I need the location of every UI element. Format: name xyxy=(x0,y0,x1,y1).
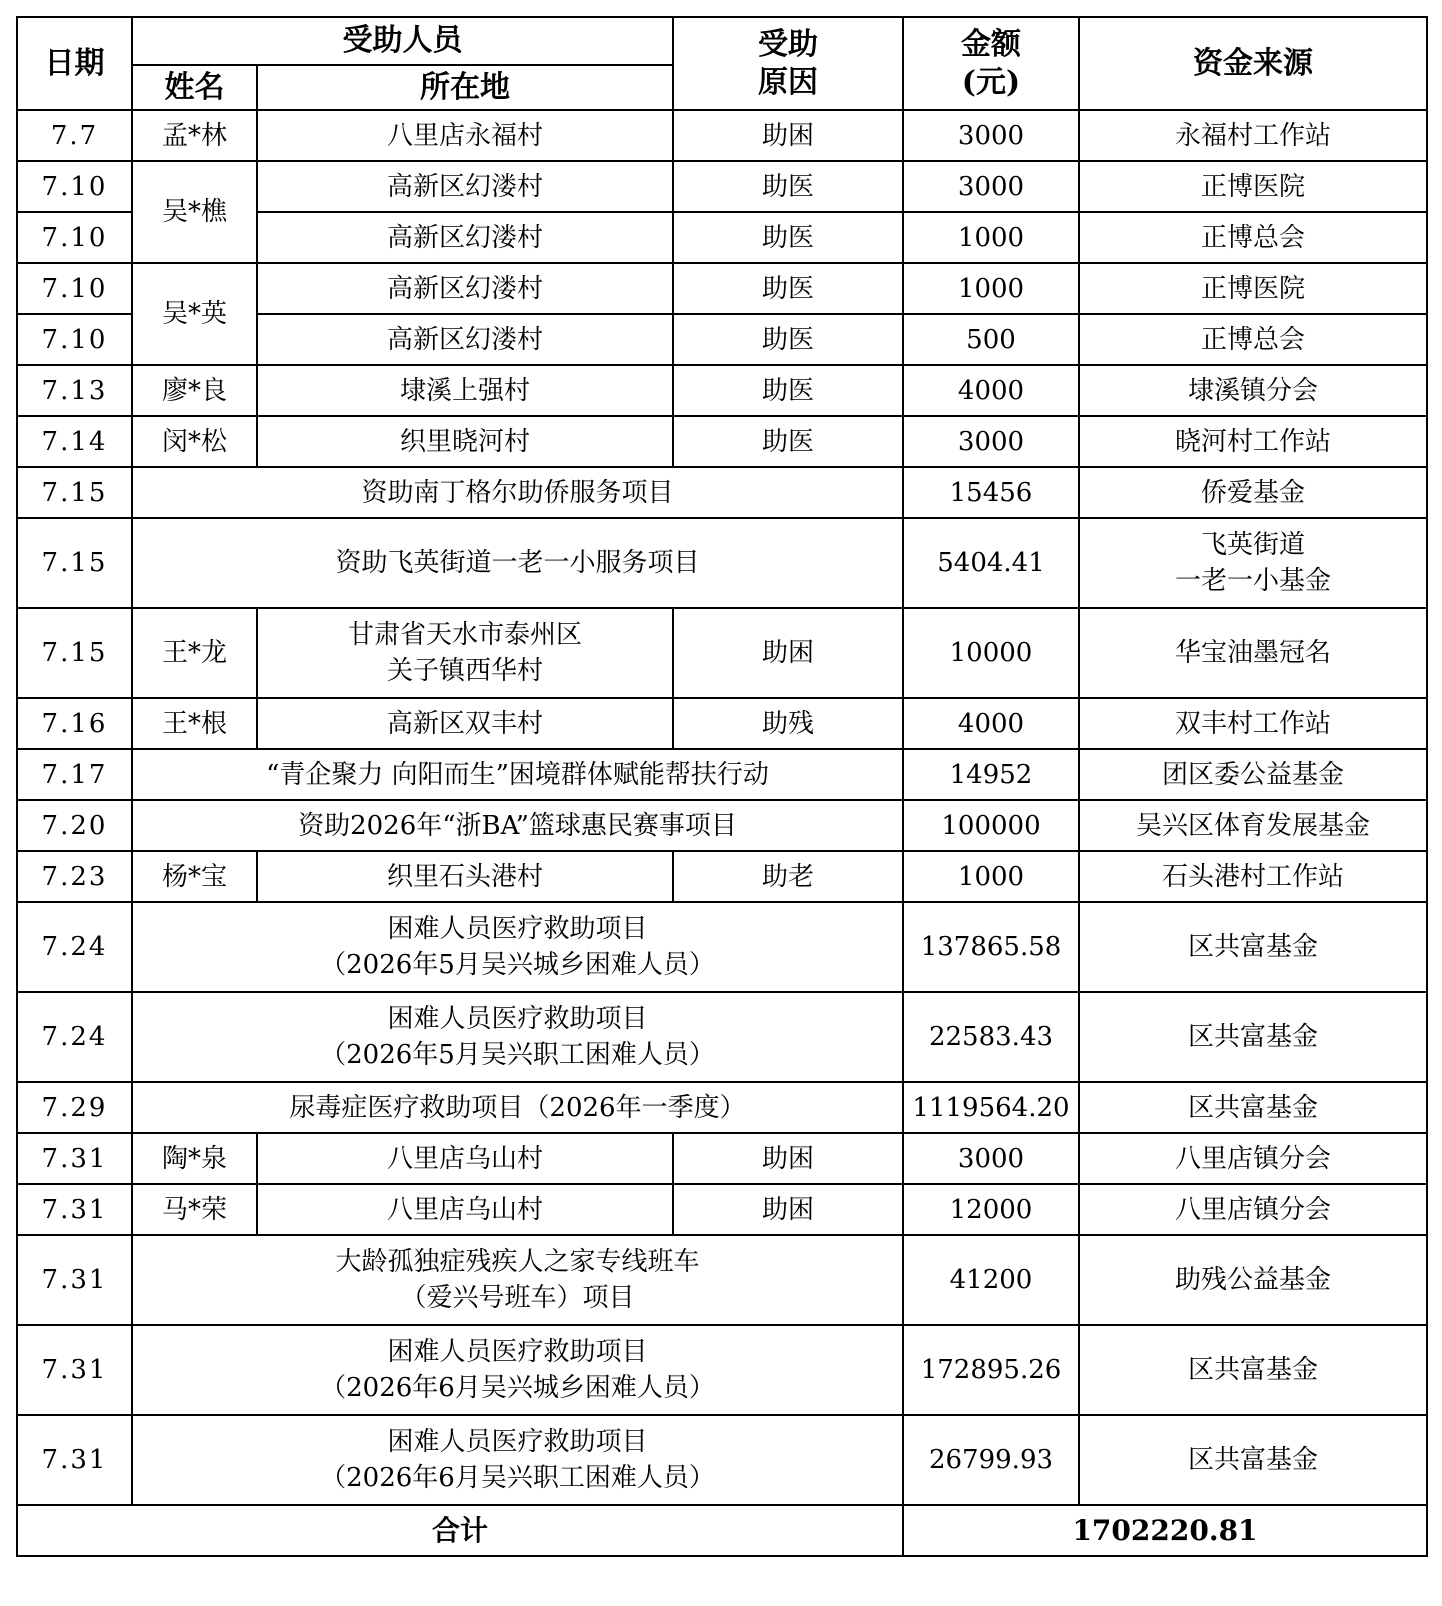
source-cell xyxy=(1079,365,1427,416)
total-label: 合计 xyxy=(17,1505,903,1556)
source-line: 正博医院 xyxy=(1200,273,1305,304)
name-cell: 闵*松 xyxy=(132,416,257,467)
project-line: 资助2026年“浙BA”篮球惠民赛事项目 xyxy=(298,810,737,841)
total-row xyxy=(17,1505,1427,1556)
location-cell xyxy=(257,365,673,416)
reason-cell: 助残 xyxy=(673,698,903,749)
location-cell xyxy=(257,698,673,749)
source-cell xyxy=(1079,1415,1427,1505)
project-line: （爱兴号班车）项目 xyxy=(400,1283,635,1313)
project-cell xyxy=(132,1235,903,1325)
source-cell xyxy=(1079,902,1427,992)
reason-cell: 助医 xyxy=(673,314,903,365)
name-cell: 杨*宝 xyxy=(132,851,257,902)
source-line: 晓河村工作站 xyxy=(1174,426,1331,457)
project-line: 困难人员医疗救助项目 xyxy=(387,1004,648,1034)
location-line: 高新区幻溇村 xyxy=(386,171,543,202)
date-cell: 7.15 xyxy=(17,608,132,698)
source-line: 正博医院 xyxy=(1200,171,1305,202)
table-row xyxy=(17,161,1427,212)
header-recipient-group: 受助人员 xyxy=(132,17,673,65)
source-cell xyxy=(1079,518,1427,608)
date-cell: 7.10 xyxy=(17,212,132,263)
location-line: 高新区双丰村 xyxy=(386,708,543,739)
source-line: 区共富基金 xyxy=(1187,1355,1318,1385)
table-row xyxy=(17,1184,1427,1235)
source-line: 正博总会 xyxy=(1200,222,1305,253)
location-cell xyxy=(257,1133,673,1184)
table-row xyxy=(17,1235,1427,1325)
header-amount-line2: (元) xyxy=(961,64,1021,100)
project-line: 资助南丁格尔助侨服务项目 xyxy=(361,477,674,508)
amount-cell: 3000 xyxy=(903,1133,1079,1184)
amount-cell: 100000 xyxy=(903,800,1079,851)
amount-cell: 41200 xyxy=(903,1235,1079,1325)
location-line: 高新区幻溇村 xyxy=(386,273,543,304)
name-cell: 吴*英 xyxy=(132,263,257,365)
project-line: 困难人员医疗救助项目 xyxy=(387,914,648,944)
reason-cell: 助医 xyxy=(673,161,903,212)
header-amount xyxy=(903,17,1079,110)
source-cell xyxy=(1079,263,1427,314)
source-cell xyxy=(1079,1235,1427,1325)
reason-cell: 助困 xyxy=(673,1184,903,1235)
source-cell xyxy=(1079,1184,1427,1235)
name-cell: 王*根 xyxy=(132,698,257,749)
location-cell xyxy=(257,161,673,212)
location-cell xyxy=(257,608,673,698)
reason-cell: 助老 xyxy=(673,851,903,902)
date-cell: 7.15 xyxy=(17,518,132,608)
date-cell: 7.31 xyxy=(17,1235,132,1325)
location-line: 织里晓河村 xyxy=(399,426,530,457)
amount-cell: 172895.26 xyxy=(903,1325,1079,1415)
date-cell: 7.13 xyxy=(17,365,132,416)
project-cell xyxy=(132,749,903,800)
table-row xyxy=(17,992,1427,1082)
amount-cell: 4000 xyxy=(903,698,1079,749)
amount-cell: 1119564.20 xyxy=(903,1082,1079,1133)
amount-cell: 137865.58 xyxy=(903,902,1079,992)
project-cell xyxy=(132,467,903,518)
source-cell xyxy=(1079,467,1427,518)
source-line: 区共富基金 xyxy=(1187,932,1318,962)
header-date: 日期 xyxy=(17,17,132,110)
date-cell: 7.10 xyxy=(17,314,132,365)
amount-cell: 26799.93 xyxy=(903,1415,1079,1505)
source-line: 助残公益基金 xyxy=(1174,1265,1331,1295)
date-cell: 7.10 xyxy=(17,263,132,314)
date-cell: 7.16 xyxy=(17,698,132,749)
amount-cell: 3000 xyxy=(903,416,1079,467)
date-cell: 7.20 xyxy=(17,800,132,851)
header-reason xyxy=(673,17,903,110)
header-name: 姓名 xyxy=(132,65,257,110)
date-cell: 7.24 xyxy=(17,902,132,992)
location-line: 八里店乌山村 xyxy=(386,1194,543,1225)
table-row xyxy=(17,749,1427,800)
source-line: 八里店镇分会 xyxy=(1174,1194,1331,1225)
source-line: 双丰村工作站 xyxy=(1174,708,1331,739)
project-line: 尿毒症医疗救助项目（2026年一季度） xyxy=(289,1092,746,1123)
project-cell xyxy=(132,518,903,608)
table-row xyxy=(17,467,1427,518)
date-cell: 7.29 xyxy=(17,1082,132,1133)
source-line: 区共富基金 xyxy=(1187,1092,1318,1123)
source-cell xyxy=(1079,416,1427,467)
name-cell: 马*荣 xyxy=(132,1184,257,1235)
header-location: 所在地 xyxy=(257,65,673,110)
reason-cell: 助医 xyxy=(673,212,903,263)
donation-table xyxy=(16,16,1428,1557)
amount-cell: 12000 xyxy=(903,1184,1079,1235)
date-cell: 7.23 xyxy=(17,851,132,902)
source-line: 区共富基金 xyxy=(1187,1445,1318,1475)
name-cell: 孟*林 xyxy=(132,110,257,161)
project-cell xyxy=(132,800,903,851)
header-reason-line1: 受助 xyxy=(758,26,818,62)
amount-cell: 5404.41 xyxy=(903,518,1079,608)
source-cell xyxy=(1079,749,1427,800)
amount-cell: 14952 xyxy=(903,749,1079,800)
project-line: 困难人员医疗救助项目 xyxy=(387,1337,648,1367)
table-row xyxy=(17,365,1427,416)
source-line: 永福村工作站 xyxy=(1174,120,1331,151)
source-line: 埭溪镇分会 xyxy=(1187,375,1318,406)
project-cell xyxy=(132,902,903,992)
source-line: 吴兴区体育发展基金 xyxy=(1135,810,1370,841)
project-line: （2026年5月吴兴城乡困难人员） xyxy=(320,950,715,980)
project-cell xyxy=(132,1415,903,1505)
location-cell xyxy=(257,212,673,263)
reason-cell: 助医 xyxy=(673,263,903,314)
source-cell xyxy=(1079,992,1427,1082)
header-reason-line2: 原因 xyxy=(758,64,818,100)
location-line: 八里店永福村 xyxy=(386,120,543,151)
total-amount: 1702220.81 xyxy=(903,1505,1427,1556)
table-row xyxy=(17,851,1427,902)
amount-cell: 10000 xyxy=(903,608,1079,698)
date-cell: 7.17 xyxy=(17,749,132,800)
source-line: 正博总会 xyxy=(1200,324,1305,355)
location-cell xyxy=(257,263,673,314)
location-line: 高新区幻溇村 xyxy=(386,324,543,355)
project-line: （2026年5月吴兴职工困难人员） xyxy=(320,1040,715,1070)
project-line: 大龄孤独症残疾人之家专线班车 xyxy=(335,1247,700,1277)
name-cell: 王*龙 xyxy=(132,608,257,698)
header-row-top xyxy=(17,17,1427,65)
table-body xyxy=(17,110,1427,1505)
source-cell xyxy=(1079,800,1427,851)
name-cell: 陶*泉 xyxy=(132,1133,257,1184)
header-fund-source: 资金来源 xyxy=(1079,17,1427,110)
source-cell xyxy=(1079,698,1427,749)
table-row xyxy=(17,263,1427,314)
amount-cell: 15456 xyxy=(903,467,1079,518)
project-line: （2026年6月吴兴城乡困难人员） xyxy=(320,1373,715,1403)
amount-cell: 3000 xyxy=(903,110,1079,161)
amount-cell: 500 xyxy=(903,314,1079,365)
table-row xyxy=(17,1082,1427,1133)
reason-cell: 助困 xyxy=(673,110,903,161)
table-row xyxy=(17,518,1427,608)
source-line: 八里店镇分会 xyxy=(1174,1143,1331,1174)
location-cell xyxy=(257,314,673,365)
table-row xyxy=(17,1133,1427,1184)
table-row xyxy=(17,608,1427,698)
source-cell xyxy=(1079,1133,1427,1184)
date-cell: 7.31 xyxy=(17,1133,132,1184)
amount-cell: 1000 xyxy=(903,263,1079,314)
source-line: 区共富基金 xyxy=(1187,1022,1318,1052)
location-cell xyxy=(257,1184,673,1235)
source-line: 石头港村工作站 xyxy=(1161,861,1344,892)
project-line: “青企聚力 向阳而生”困境群体赋能帮扶行动 xyxy=(266,759,769,790)
source-cell xyxy=(1079,314,1427,365)
location-line: 织里石头港村 xyxy=(386,861,543,892)
date-cell: 7.31 xyxy=(17,1325,132,1415)
location-line: 高新区幻溇村 xyxy=(386,222,543,253)
amount-cell: 22583.43 xyxy=(903,992,1079,1082)
table-row xyxy=(17,698,1427,749)
project-cell xyxy=(132,1082,903,1133)
amount-cell: 3000 xyxy=(903,161,1079,212)
location-line: 甘肃省天水市泰州区 xyxy=(347,620,582,650)
name-cell: 廖*良 xyxy=(132,365,257,416)
table-row xyxy=(17,110,1427,161)
date-cell: 7.14 xyxy=(17,416,132,467)
date-cell: 7.24 xyxy=(17,992,132,1082)
project-cell xyxy=(132,992,903,1082)
source-line: 华宝油墨冠名 xyxy=(1174,638,1331,668)
source-cell xyxy=(1079,608,1427,698)
project-line: 困难人员医疗救助项目 xyxy=(387,1427,648,1457)
location-cell xyxy=(257,851,673,902)
project-line: （2026年6月吴兴职工困难人员） xyxy=(320,1463,715,1493)
date-cell: 7.10 xyxy=(17,161,132,212)
table-row xyxy=(17,1415,1427,1505)
table-row xyxy=(17,416,1427,467)
location-line: 关子镇西华村 xyxy=(386,656,543,686)
source-cell xyxy=(1079,212,1427,263)
location-cell xyxy=(257,110,673,161)
project-cell xyxy=(132,1325,903,1415)
header-amount-line1: 金额 xyxy=(961,26,1021,62)
reason-cell: 助困 xyxy=(673,608,903,698)
name-cell: 吴*樵 xyxy=(132,161,257,263)
reason-cell: 助医 xyxy=(673,365,903,416)
location-line: 埭溪上强村 xyxy=(399,375,530,406)
table-row xyxy=(17,800,1427,851)
source-line: 一老一小基金 xyxy=(1174,566,1331,596)
source-cell xyxy=(1079,1082,1427,1133)
source-line: 侨爱基金 xyxy=(1200,477,1305,508)
amount-cell: 1000 xyxy=(903,851,1079,902)
source-line: 飞英街道 xyxy=(1200,530,1305,560)
source-cell xyxy=(1079,851,1427,902)
date-cell: 7.7 xyxy=(17,110,132,161)
source-cell xyxy=(1079,161,1427,212)
date-cell: 7.31 xyxy=(17,1415,132,1505)
source-cell xyxy=(1079,1325,1427,1415)
amount-cell: 4000 xyxy=(903,365,1079,416)
table-row xyxy=(17,902,1427,992)
reason-cell: 助困 xyxy=(673,1133,903,1184)
table-row xyxy=(17,1325,1427,1415)
location-line: 八里店乌山村 xyxy=(386,1143,543,1174)
location-cell xyxy=(257,416,673,467)
project-line: 资助飞英街道一老一小服务项目 xyxy=(335,548,700,578)
reason-cell: 助医 xyxy=(673,416,903,467)
source-line: 团区委公益基金 xyxy=(1161,759,1344,790)
date-cell: 7.15 xyxy=(17,467,132,518)
source-cell xyxy=(1079,110,1427,161)
amount-cell: 1000 xyxy=(903,212,1079,263)
date-cell: 7.31 xyxy=(17,1184,132,1235)
